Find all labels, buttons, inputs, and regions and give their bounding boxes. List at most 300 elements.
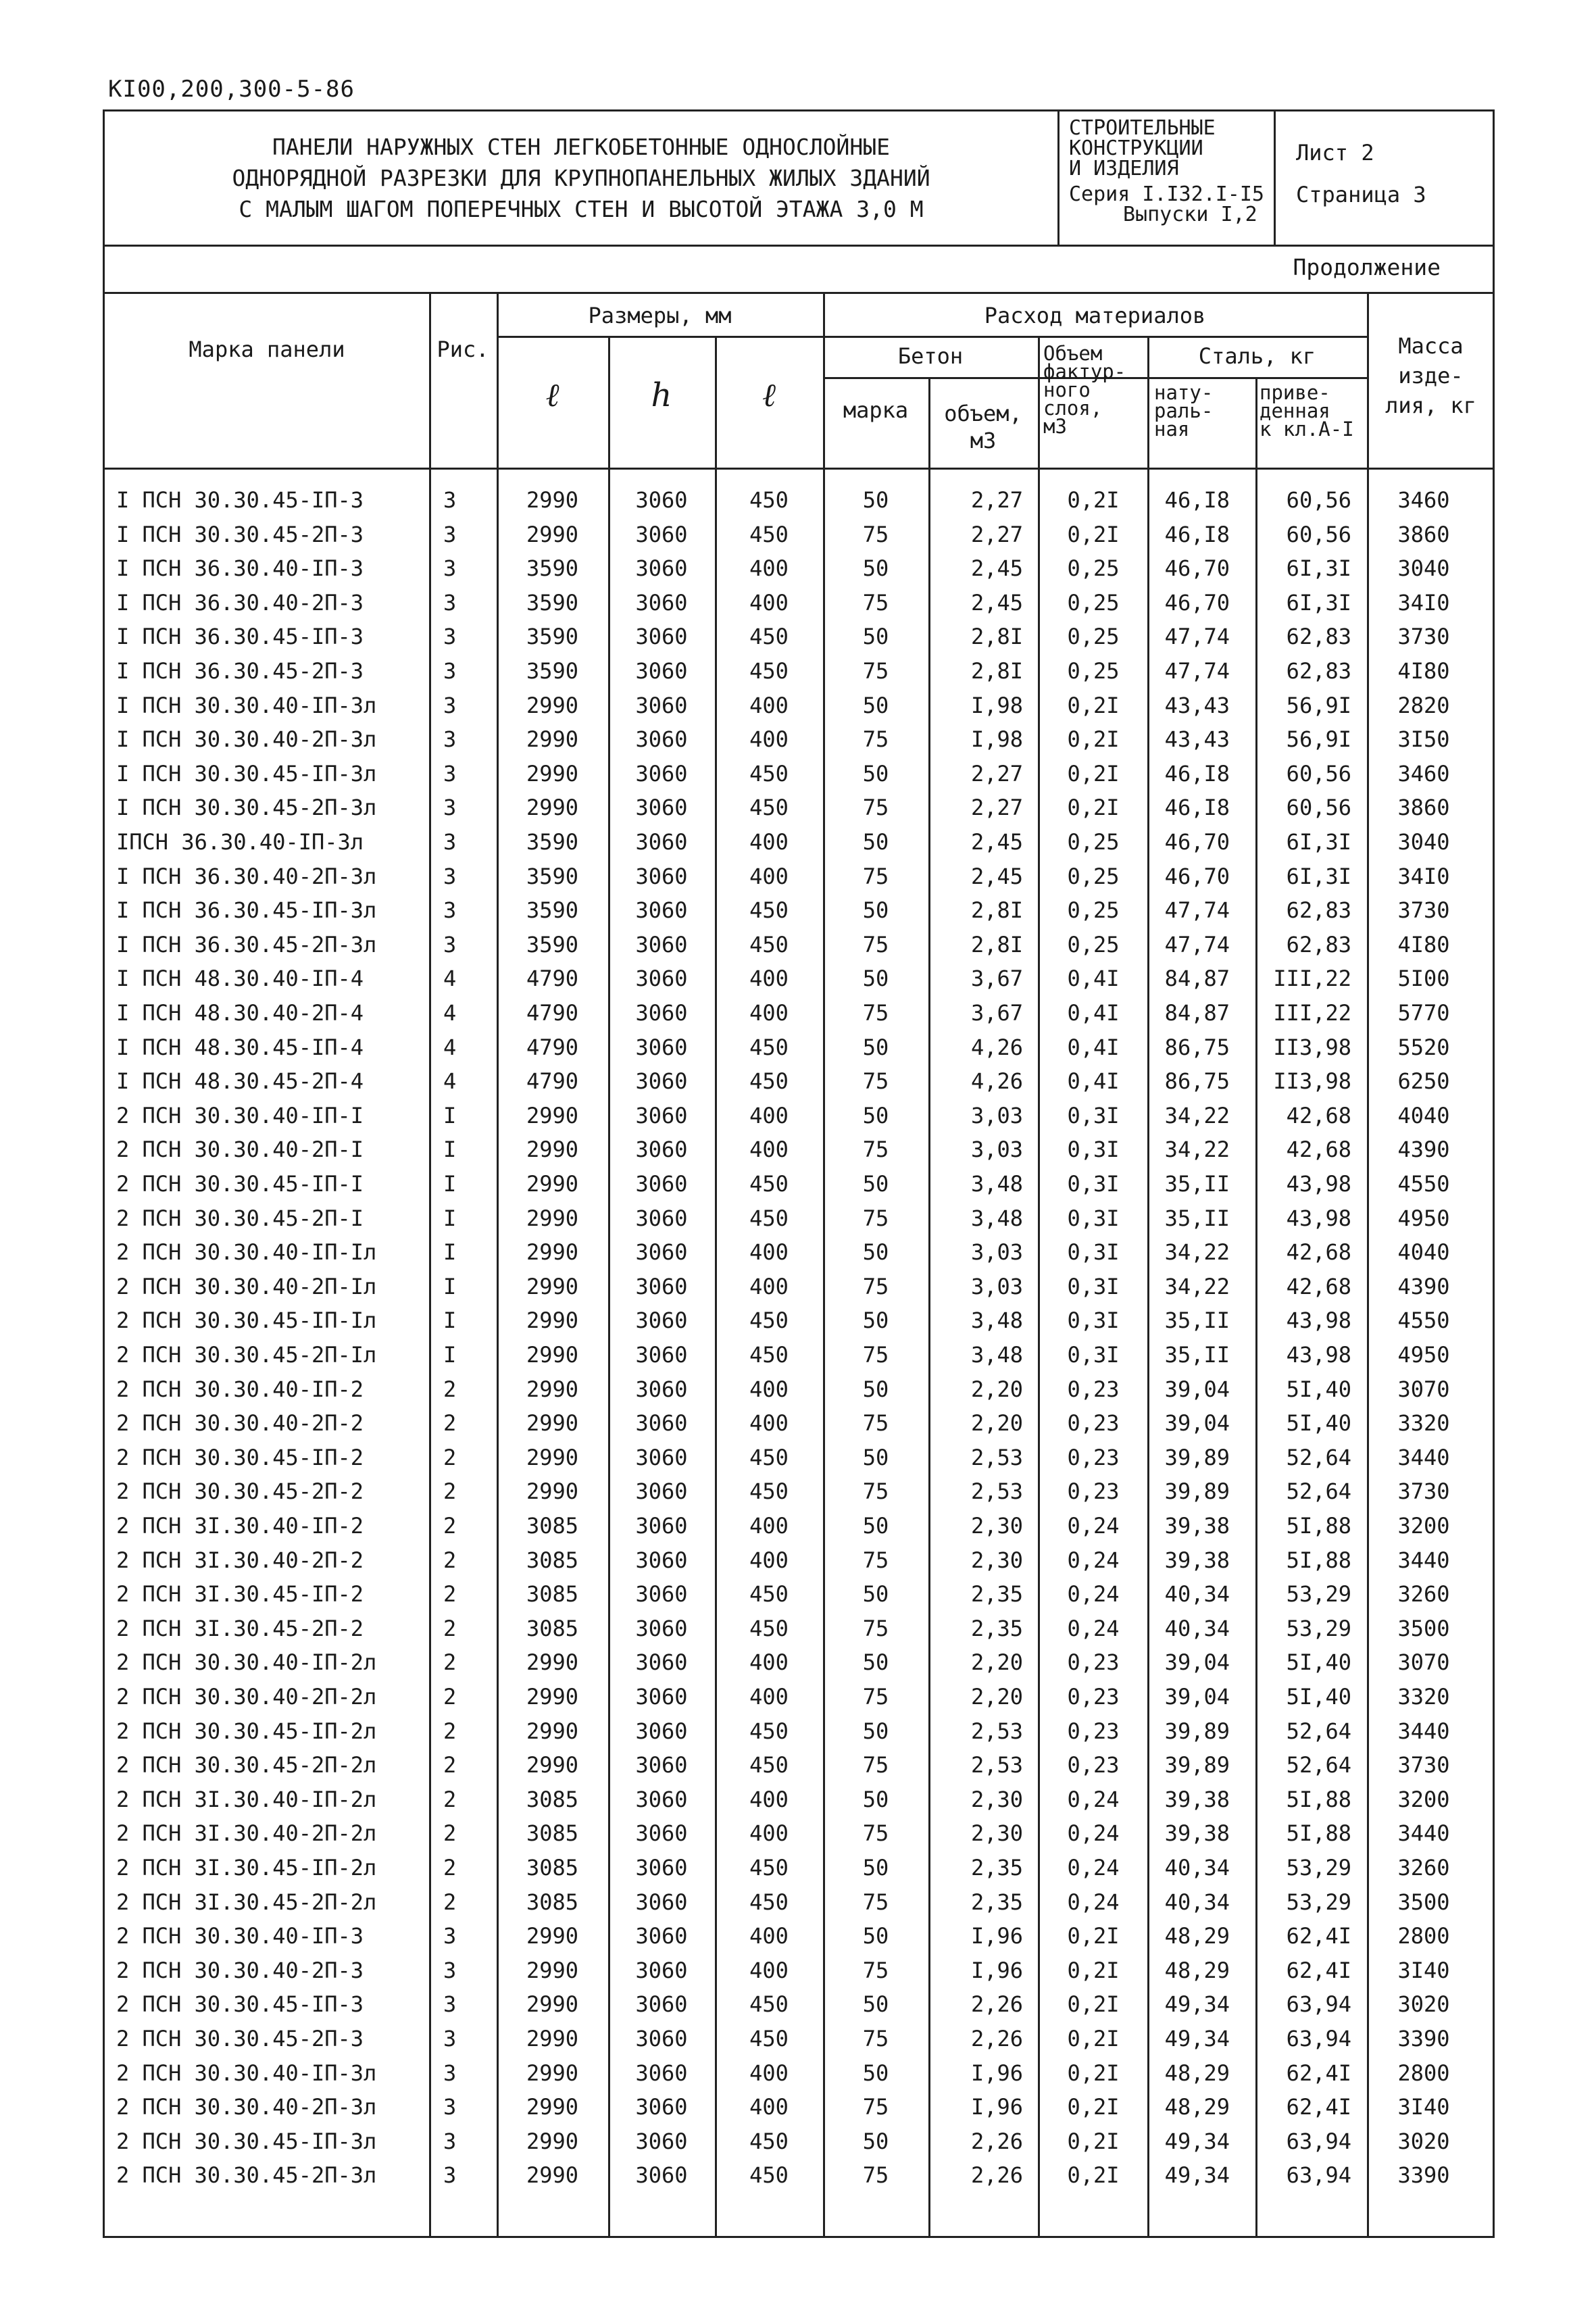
cell-steel-natural: 46,I8 — [1164, 521, 1230, 547]
cell-mass: 4950 — [1397, 1342, 1450, 1368]
cell-size-l: 2990 — [526, 726, 579, 753]
title-block — [105, 111, 1059, 245]
cell-facing-volume: 0,25 — [1067, 589, 1120, 616]
cell-fig: 4 — [443, 1068, 457, 1095]
cell-steel-reduced: 42,68 — [1286, 1239, 1351, 1266]
cell-steel-reduced: 62,4I — [1286, 2094, 1351, 2120]
table-row — [0, 1270, 1596, 1303]
cell-fig: I — [443, 1239, 457, 1266]
cell-mark: 2 ПСН 3I.30.45-IП-2 — [116, 1581, 364, 1608]
cell-steel-natural: 48,29 — [1164, 2060, 1230, 2086]
cell-steel-natural: 40,34 — [1164, 1581, 1230, 1608]
header-concrete-grade: марка — [843, 397, 909, 423]
cell-steel-reduced: 42,68 — [1286, 1102, 1351, 1128]
cell-steel-natural: 48,29 — [1164, 1957, 1230, 1983]
cell-facing-volume: 0,2I — [1067, 1923, 1120, 1949]
cell-fig: I — [443, 1342, 457, 1368]
cell-concrete-grade: 75 — [862, 2094, 889, 2120]
sheet-block — [1276, 111, 1493, 245]
cell-concrete-grade: 75 — [862, 1615, 889, 1641]
header-steel-reduced-1: приве- — [1260, 381, 1330, 404]
cell-concrete-grade: 75 — [862, 1684, 889, 1710]
cell-steel-reduced: 43,98 — [1286, 1205, 1351, 1231]
cell-facing-volume: 0,3I — [1067, 1102, 1120, 1128]
cell-mark: I ПСН 36.30.45-IП-3 — [116, 624, 364, 650]
cell-concrete-grade: 50 — [862, 1991, 889, 2018]
cell-size-b: 450 — [749, 1308, 789, 1334]
cell-steel-natural: 35,II — [1164, 1342, 1230, 1368]
cell-fig: I — [443, 1137, 457, 1163]
cell-mark: 2 ПСН 30.30.40-2П-3л — [116, 2094, 377, 2120]
cell-size-h: 3060 — [635, 589, 688, 616]
cell-steel-reduced: 53,29 — [1286, 1855, 1351, 1881]
cell-mass: 3500 — [1397, 1889, 1450, 1915]
cell-mark: 2 ПСН 30.30.45-IП-2 — [116, 1444, 364, 1470]
cell-size-h: 3060 — [635, 1820, 688, 1847]
cell-steel-natural: 43,43 — [1164, 726, 1230, 753]
cell-mark: 2 ПСН 30.30.45-IП-3л — [116, 2128, 377, 2154]
cell-steel-reduced: 56,9I — [1286, 726, 1351, 753]
cell-fig: 3 — [443, 2128, 457, 2154]
table-row — [0, 1885, 1596, 1919]
header-facing-3: ного — [1043, 378, 1091, 401]
cell-mass: 4550 — [1397, 1308, 1450, 1334]
cell-mass: 3I40 — [1397, 1957, 1450, 1983]
cell-concrete-grade: 50 — [862, 1581, 889, 1608]
cell-size-l: 3590 — [526, 624, 579, 650]
cell-size-h: 3060 — [635, 2162, 688, 2189]
cell-concrete-grade: 75 — [862, 1137, 889, 1163]
cell-fig: 2 — [443, 1684, 457, 1710]
cell-concrete-grade: 75 — [862, 521, 889, 547]
cell-mass: 3730 — [1397, 897, 1450, 924]
cell-mass: 3390 — [1397, 2162, 1450, 2189]
header-size-b: ℓ — [762, 376, 776, 414]
cell-size-b: 400 — [749, 589, 789, 616]
cell-steel-reduced: 62,83 — [1286, 897, 1351, 924]
cell-size-l: 2990 — [526, 2162, 579, 2189]
cell-facing-volume: 0,24 — [1067, 1786, 1120, 1812]
cell-size-l: 3085 — [526, 1889, 579, 1915]
cell-steel-natural: 86,75 — [1164, 1068, 1230, 1095]
cell-concrete-grade: 50 — [862, 1034, 889, 1060]
cell-fig: 2 — [443, 1581, 457, 1608]
cell-facing-volume: 0,2I — [1067, 521, 1120, 547]
cell-steel-reduced: 6I,3I — [1286, 863, 1351, 889]
cell-mark: 2 ПСН 30.30.45-2П-Iл — [116, 1342, 377, 1368]
cell-size-b: 400 — [749, 726, 789, 753]
cell-mark: I ПСН 30.30.45-IП-3 — [116, 487, 364, 513]
cell-facing-volume: 0,25 — [1067, 829, 1120, 855]
cell-steel-reduced: 5I,40 — [1286, 1684, 1351, 1710]
cell-size-h: 3060 — [635, 692, 688, 718]
cell-concrete-volume: 2,20 — [970, 1410, 1023, 1437]
table-row — [0, 1303, 1596, 1337]
table-row — [0, 1645, 1596, 1679]
cell-mass: 34I0 — [1397, 863, 1450, 889]
table-row — [0, 1372, 1596, 1406]
cell-mark: 2 ПСН 30.30.40-2П-2л — [116, 1684, 377, 1710]
page-number: Страница 3 — [1296, 182, 1426, 207]
header-materials: Расход материалов — [984, 303, 1206, 328]
cell-fig: I — [443, 1273, 457, 1299]
cell-concrete-volume: I,96 — [970, 1957, 1023, 1983]
cell-size-l: 2990 — [526, 760, 579, 787]
cell-size-b: 450 — [749, 1478, 789, 1505]
cell-steel-natural: 34,22 — [1164, 1273, 1230, 1299]
cell-size-b: 400 — [749, 1957, 789, 1983]
cell-concrete-grade: 50 — [862, 555, 889, 582]
cell-size-l: 2990 — [526, 1102, 579, 1128]
cell-fig: 2 — [443, 1444, 457, 1470]
cell-steel-natural: 35,II — [1164, 1308, 1230, 1334]
cell-mass: 3020 — [1397, 1991, 1450, 2018]
cell-concrete-grade: 50 — [862, 2060, 889, 2086]
series-line-3: И ИЗДЕЛИЯ — [1069, 157, 1179, 180]
cell-facing-volume: 0,3I — [1067, 1308, 1120, 1334]
cell-concrete-volume: 2,27 — [970, 760, 1023, 787]
cell-facing-volume: 0,3I — [1067, 1137, 1120, 1163]
cell-mass: 3260 — [1397, 1581, 1450, 1608]
cell-size-l: 2990 — [526, 1376, 579, 1402]
cell-concrete-volume: 2,8I — [970, 931, 1023, 957]
cell-size-b: 450 — [749, 658, 789, 684]
cell-concrete-volume: 2,30 — [970, 1547, 1023, 1573]
cell-steel-reduced: 42,68 — [1286, 1137, 1351, 1163]
cell-steel-reduced: II3,98 — [1273, 1034, 1351, 1060]
cell-facing-volume: 0,24 — [1067, 1889, 1120, 1915]
cell-concrete-volume: 3,48 — [970, 1205, 1023, 1231]
cell-size-b: 400 — [749, 1513, 789, 1539]
cell-facing-volume: 0,4I — [1067, 1034, 1120, 1060]
cell-mark: 2 ПСН 30.30.45-IП-2л — [116, 1718, 377, 1744]
cell-mark: 2 ПСН 30.30.40-IП-3л — [116, 2060, 377, 2086]
cell-size-h: 3060 — [635, 1547, 688, 1573]
cell-size-h: 3060 — [635, 1991, 688, 2018]
cell-steel-natural: 39,38 — [1164, 1820, 1230, 1847]
cell-fig: 3 — [443, 795, 457, 821]
cell-size-b: 450 — [749, 624, 789, 650]
cell-size-h: 3060 — [635, 760, 688, 787]
cell-concrete-volume: 3,48 — [970, 1171, 1023, 1197]
table-row — [0, 1680, 1596, 1714]
header-mass-3: лия, кг — [1385, 393, 1476, 418]
table-row — [0, 825, 1596, 859]
cell-size-l: 3590 — [526, 658, 579, 684]
cell-steel-natural: 39,38 — [1164, 1513, 1230, 1539]
cell-concrete-volume: 2,53 — [970, 1444, 1023, 1470]
cell-mass: 6250 — [1397, 1068, 1450, 1095]
cell-steel-reduced: 52,64 — [1286, 1444, 1351, 1470]
header-sizes: Размеры, мм — [588, 303, 732, 328]
cell-size-h: 3060 — [635, 863, 688, 889]
cell-size-h: 3060 — [635, 2094, 688, 2120]
table-row — [0, 791, 1596, 824]
cell-fig: I — [443, 1171, 457, 1197]
table-row — [0, 1441, 1596, 1474]
cell-concrete-grade: 50 — [862, 1649, 889, 1676]
cell-concrete-volume: 2,26 — [970, 2026, 1023, 2051]
cell-steel-reduced: 6I,3I — [1286, 829, 1351, 855]
cell-concrete-volume: 2,45 — [970, 589, 1023, 616]
cell-mass: 3320 — [1397, 1410, 1450, 1437]
cell-size-b: 400 — [749, 1820, 789, 1847]
cell-steel-natural: 39,89 — [1164, 1444, 1230, 1470]
cell-mass: 4040 — [1397, 1239, 1450, 1266]
cell-steel-reduced: 60,56 — [1286, 521, 1351, 547]
cell-facing-volume: 0,2I — [1067, 2128, 1120, 2154]
cell-facing-volume: 0,3I — [1067, 1239, 1120, 1266]
cell-concrete-grade: 50 — [862, 1923, 889, 1949]
header-steel-reduced-3: к кл.А-I — [1260, 418, 1354, 441]
header-concrete-volume-1: объем, — [944, 401, 1022, 426]
cell-fig: 3 — [443, 863, 457, 889]
cell-mark: 2 ПСН 3I.30.45-IП-2л — [116, 1855, 377, 1881]
cell-mark: 2 ПСН 3I.30.40-IП-2л — [116, 1786, 377, 1812]
cell-steel-natural: 49,34 — [1164, 2128, 1230, 2154]
table-row — [0, 722, 1596, 756]
cell-concrete-volume: 2,26 — [970, 2128, 1023, 2154]
header-facing-1: Объем — [1043, 342, 1103, 365]
cell-size-h: 3060 — [635, 1855, 688, 1881]
cell-mass: 3200 — [1397, 1786, 1450, 1812]
cell-steel-reduced: 42,68 — [1286, 1273, 1351, 1299]
cell-concrete-volume: 2,20 — [970, 1649, 1023, 1676]
cell-mark: I ПСН 30.30.45-IП-3л — [116, 760, 377, 787]
cell-size-b: 400 — [749, 1786, 789, 1812]
cell-size-h: 3060 — [635, 1649, 688, 1676]
cell-steel-natural: 47,74 — [1164, 624, 1230, 650]
series-line-4: Серия I.I32.I-I5 — [1069, 182, 1264, 206]
table-row — [0, 1919, 1596, 1953]
cell-facing-volume: 0,4I — [1067, 966, 1120, 992]
cell-concrete-grade: 50 — [862, 624, 889, 650]
cell-steel-reduced: 63,94 — [1286, 2162, 1351, 2189]
cell-steel-natural: 46,I8 — [1164, 487, 1230, 513]
cell-size-b: 450 — [749, 487, 789, 513]
cell-facing-volume: 0,2I — [1067, 2094, 1120, 2120]
cell-fig: 4 — [443, 1034, 457, 1060]
title-line-1: ПАНЕЛИ НАРУЖНЫХ СТЕН ЛЕГКОБЕТОННЫЕ ОДНОСЛОЙНЫЕ — [272, 133, 890, 160]
cell-mark: 2 ПСН 30.30.40-IП-2 — [116, 1376, 364, 1402]
cell-steel-natural: 47,74 — [1164, 658, 1230, 684]
cell-fig: 2 — [443, 1615, 457, 1641]
cell-mass: 4I80 — [1397, 931, 1450, 957]
cell-size-b: 450 — [749, 760, 789, 787]
cell-concrete-grade: 75 — [862, 1342, 889, 1368]
cell-size-l: 2990 — [526, 1342, 579, 1368]
header-steel-natural-2: раль- — [1154, 399, 1214, 422]
cell-mass: 4040 — [1397, 1102, 1450, 1128]
cell-fig: 3 — [443, 521, 457, 547]
cell-facing-volume: 0,2I — [1067, 726, 1120, 753]
cell-steel-natural: 39,89 — [1164, 1478, 1230, 1505]
sheet-number: Лист 2 — [1296, 140, 1374, 166]
cell-concrete-grade: 75 — [862, 1478, 889, 1505]
cell-size-l: 4790 — [526, 1034, 579, 1060]
cell-size-h: 3060 — [635, 1478, 688, 1505]
cell-mark: 2 ПСН 30.30.45-2П-2 — [116, 1478, 364, 1505]
cell-size-l: 3085 — [526, 1513, 579, 1539]
table-row — [0, 2158, 1596, 2192]
cell-facing-volume: 0,23 — [1067, 1410, 1120, 1437]
cell-concrete-grade: 75 — [862, 726, 889, 753]
cell-concrete-grade: 50 — [862, 692, 889, 718]
cell-mark: I ПСН 36.30.40-2П-3 — [116, 589, 364, 616]
cell-size-l: 2990 — [526, 1273, 579, 1299]
cell-steel-reduced: 6I,3I — [1286, 589, 1351, 616]
cell-steel-reduced: 60,56 — [1286, 795, 1351, 821]
cell-concrete-grade: 75 — [862, 1752, 889, 1778]
cell-size-b: 450 — [749, 1615, 789, 1641]
cell-concrete-grade: 75 — [862, 1547, 889, 1573]
table-row — [0, 1406, 1596, 1440]
cell-mark: 2 ПСН 30.30.45-2П-3 — [116, 2026, 364, 2051]
cell-size-h: 3060 — [635, 1786, 688, 1812]
cell-size-b: 450 — [749, 1444, 789, 1470]
table-row — [0, 1474, 1596, 1508]
cell-concrete-grade: 50 — [862, 1855, 889, 1881]
table-row — [0, 2090, 1596, 2124]
cell-steel-reduced: 5I,40 — [1286, 1649, 1351, 1676]
cell-mass: 3860 — [1397, 795, 1450, 821]
cell-concrete-grade: 50 — [862, 966, 889, 992]
cell-size-h: 3060 — [635, 1718, 688, 1744]
cell-mark: 2 ПСН 3I.30.40-IП-2 — [116, 1513, 364, 1539]
header-steel-natural-1: нату- — [1154, 381, 1214, 404]
table-row — [0, 962, 1596, 995]
header-rule-3 — [103, 468, 1495, 470]
cell-mass: 3730 — [1397, 1752, 1450, 1778]
cell-mass: 4390 — [1397, 1137, 1450, 1163]
cell-mark: I ПСН 36.30.40-2П-3л — [116, 863, 377, 889]
cell-steel-reduced: 52,64 — [1286, 1752, 1351, 1778]
table-row — [0, 1816, 1596, 1850]
cell-steel-natural: 39,89 — [1164, 1752, 1230, 1778]
table-row — [0, 1235, 1596, 1269]
cell-steel-natural: 34,22 — [1164, 1102, 1230, 1128]
cell-concrete-volume: 2,30 — [970, 1820, 1023, 1847]
cell-facing-volume: 0,2I — [1067, 692, 1120, 718]
table-row — [0, 893, 1596, 927]
cell-mark: 2 ПСН 30.30.45-2П-I — [116, 1205, 364, 1231]
cell-steel-reduced: 60,56 — [1286, 760, 1351, 787]
cell-mass: 3200 — [1397, 1513, 1450, 1539]
cell-mark: 2 ПСН 30.30.40-2П-I — [116, 1137, 364, 1163]
cell-facing-volume: 0,25 — [1067, 624, 1120, 650]
cell-steel-reduced: 5I,88 — [1286, 1820, 1351, 1847]
cell-steel-reduced: 53,29 — [1286, 1889, 1351, 1915]
cell-size-l: 2990 — [526, 2060, 579, 2086]
cell-facing-volume: 0,23 — [1067, 1684, 1120, 1710]
cell-size-l: 2990 — [526, 521, 579, 547]
cell-fig: 3 — [443, 624, 457, 650]
table-row — [0, 1714, 1596, 1748]
cell-size-b: 450 — [749, 1991, 789, 2018]
cell-concrete-volume: 3,03 — [970, 1137, 1023, 1163]
cell-concrete-volume: 2,35 — [970, 1855, 1023, 1881]
cell-concrete-grade: 75 — [862, 795, 889, 821]
cell-steel-natural: 34,22 — [1164, 1137, 1230, 1163]
cell-steel-natural: 39,89 — [1164, 1718, 1230, 1744]
table-row — [0, 928, 1596, 962]
cell-size-b: 400 — [749, 692, 789, 718]
table-row — [0, 1612, 1596, 1645]
table-row — [0, 551, 1596, 585]
cell-fig: 2 — [443, 1649, 457, 1676]
cell-size-b: 450 — [749, 2162, 789, 2189]
cell-steel-reduced: 43,98 — [1286, 1342, 1351, 1368]
cell-facing-volume: 0,24 — [1067, 1855, 1120, 1881]
cell-steel-natural: 43,43 — [1164, 692, 1230, 718]
table-row — [0, 1338, 1596, 1372]
cell-concrete-grade: 50 — [862, 1171, 889, 1197]
cell-concrete-volume: 2,45 — [970, 829, 1023, 855]
cell-facing-volume: 0,2I — [1067, 2026, 1120, 2051]
cell-steel-reduced: 62,4I — [1286, 1923, 1351, 1949]
cell-size-l: 3085 — [526, 1615, 579, 1641]
cell-fig: 4 — [443, 1000, 457, 1026]
cell-mass: 3440 — [1397, 1718, 1450, 1744]
cell-fig: 2 — [443, 1718, 457, 1744]
cell-facing-volume: 0,2I — [1067, 795, 1120, 821]
cell-facing-volume: 0,2I — [1067, 1991, 1120, 2018]
cell-size-l: 3590 — [526, 931, 579, 957]
cell-steel-natural: 49,34 — [1164, 1991, 1230, 2018]
cell-fig: 2 — [443, 1547, 457, 1573]
cell-mark: 2 ПСН 30.30.40-2П-3 — [116, 1957, 364, 1983]
cell-fig: 2 — [443, 1820, 457, 1847]
cell-steel-reduced: 43,98 — [1286, 1171, 1351, 1197]
cell-size-b: 400 — [749, 1649, 789, 1676]
table-row — [0, 2022, 1596, 2056]
cell-mass: 3070 — [1397, 1376, 1450, 1402]
cell-mass: 4550 — [1397, 1171, 1450, 1197]
cell-mass: 3460 — [1397, 487, 1450, 513]
series-line-5: Выпуски I,2 — [1123, 203, 1257, 226]
cell-mass: 3440 — [1397, 1444, 1450, 1470]
cell-facing-volume: 0,25 — [1067, 658, 1120, 684]
cell-mass: 3460 — [1397, 760, 1450, 787]
table-row — [0, 654, 1596, 688]
cell-size-h: 3060 — [635, 1923, 688, 1949]
header-mass — [1367, 331, 1495, 420]
cell-steel-natural: 48,29 — [1164, 1923, 1230, 1949]
table-row — [0, 1167, 1596, 1201]
cell-concrete-volume: 2,53 — [970, 1478, 1023, 1505]
cell-size-b: 400 — [749, 2094, 789, 2120]
cell-facing-volume: 0,25 — [1067, 931, 1120, 957]
cell-size-l: 2990 — [526, 1205, 579, 1231]
cell-mark: I ПСН 48.30.40-IП-4 — [116, 966, 364, 992]
cell-steel-reduced: 6I,3I — [1286, 555, 1351, 582]
cell-fig: 2 — [443, 1513, 457, 1539]
continuation-label: Продолжение — [1293, 254, 1441, 280]
cell-concrete-volume: 2,20 — [970, 1376, 1023, 1402]
cell-concrete-grade: 50 — [862, 829, 889, 855]
cell-size-b: 400 — [749, 1684, 789, 1710]
cell-concrete-grade: 50 — [862, 1718, 889, 1744]
header-mass-2: изде- — [1398, 363, 1464, 389]
cell-concrete-volume: 2,26 — [970, 1991, 1023, 2018]
cell-size-b: 450 — [749, 1342, 789, 1368]
cell-mark: 2 ПСН 3I.30.40-2П-2л — [116, 1820, 377, 1847]
table-row — [0, 996, 1596, 1030]
table-row — [0, 620, 1596, 653]
cell-size-b: 400 — [749, 1376, 789, 1402]
cell-fig: 3 — [443, 589, 457, 616]
cell-mark: 2 ПСН 30.30.40-IП-Iл — [116, 1239, 377, 1266]
